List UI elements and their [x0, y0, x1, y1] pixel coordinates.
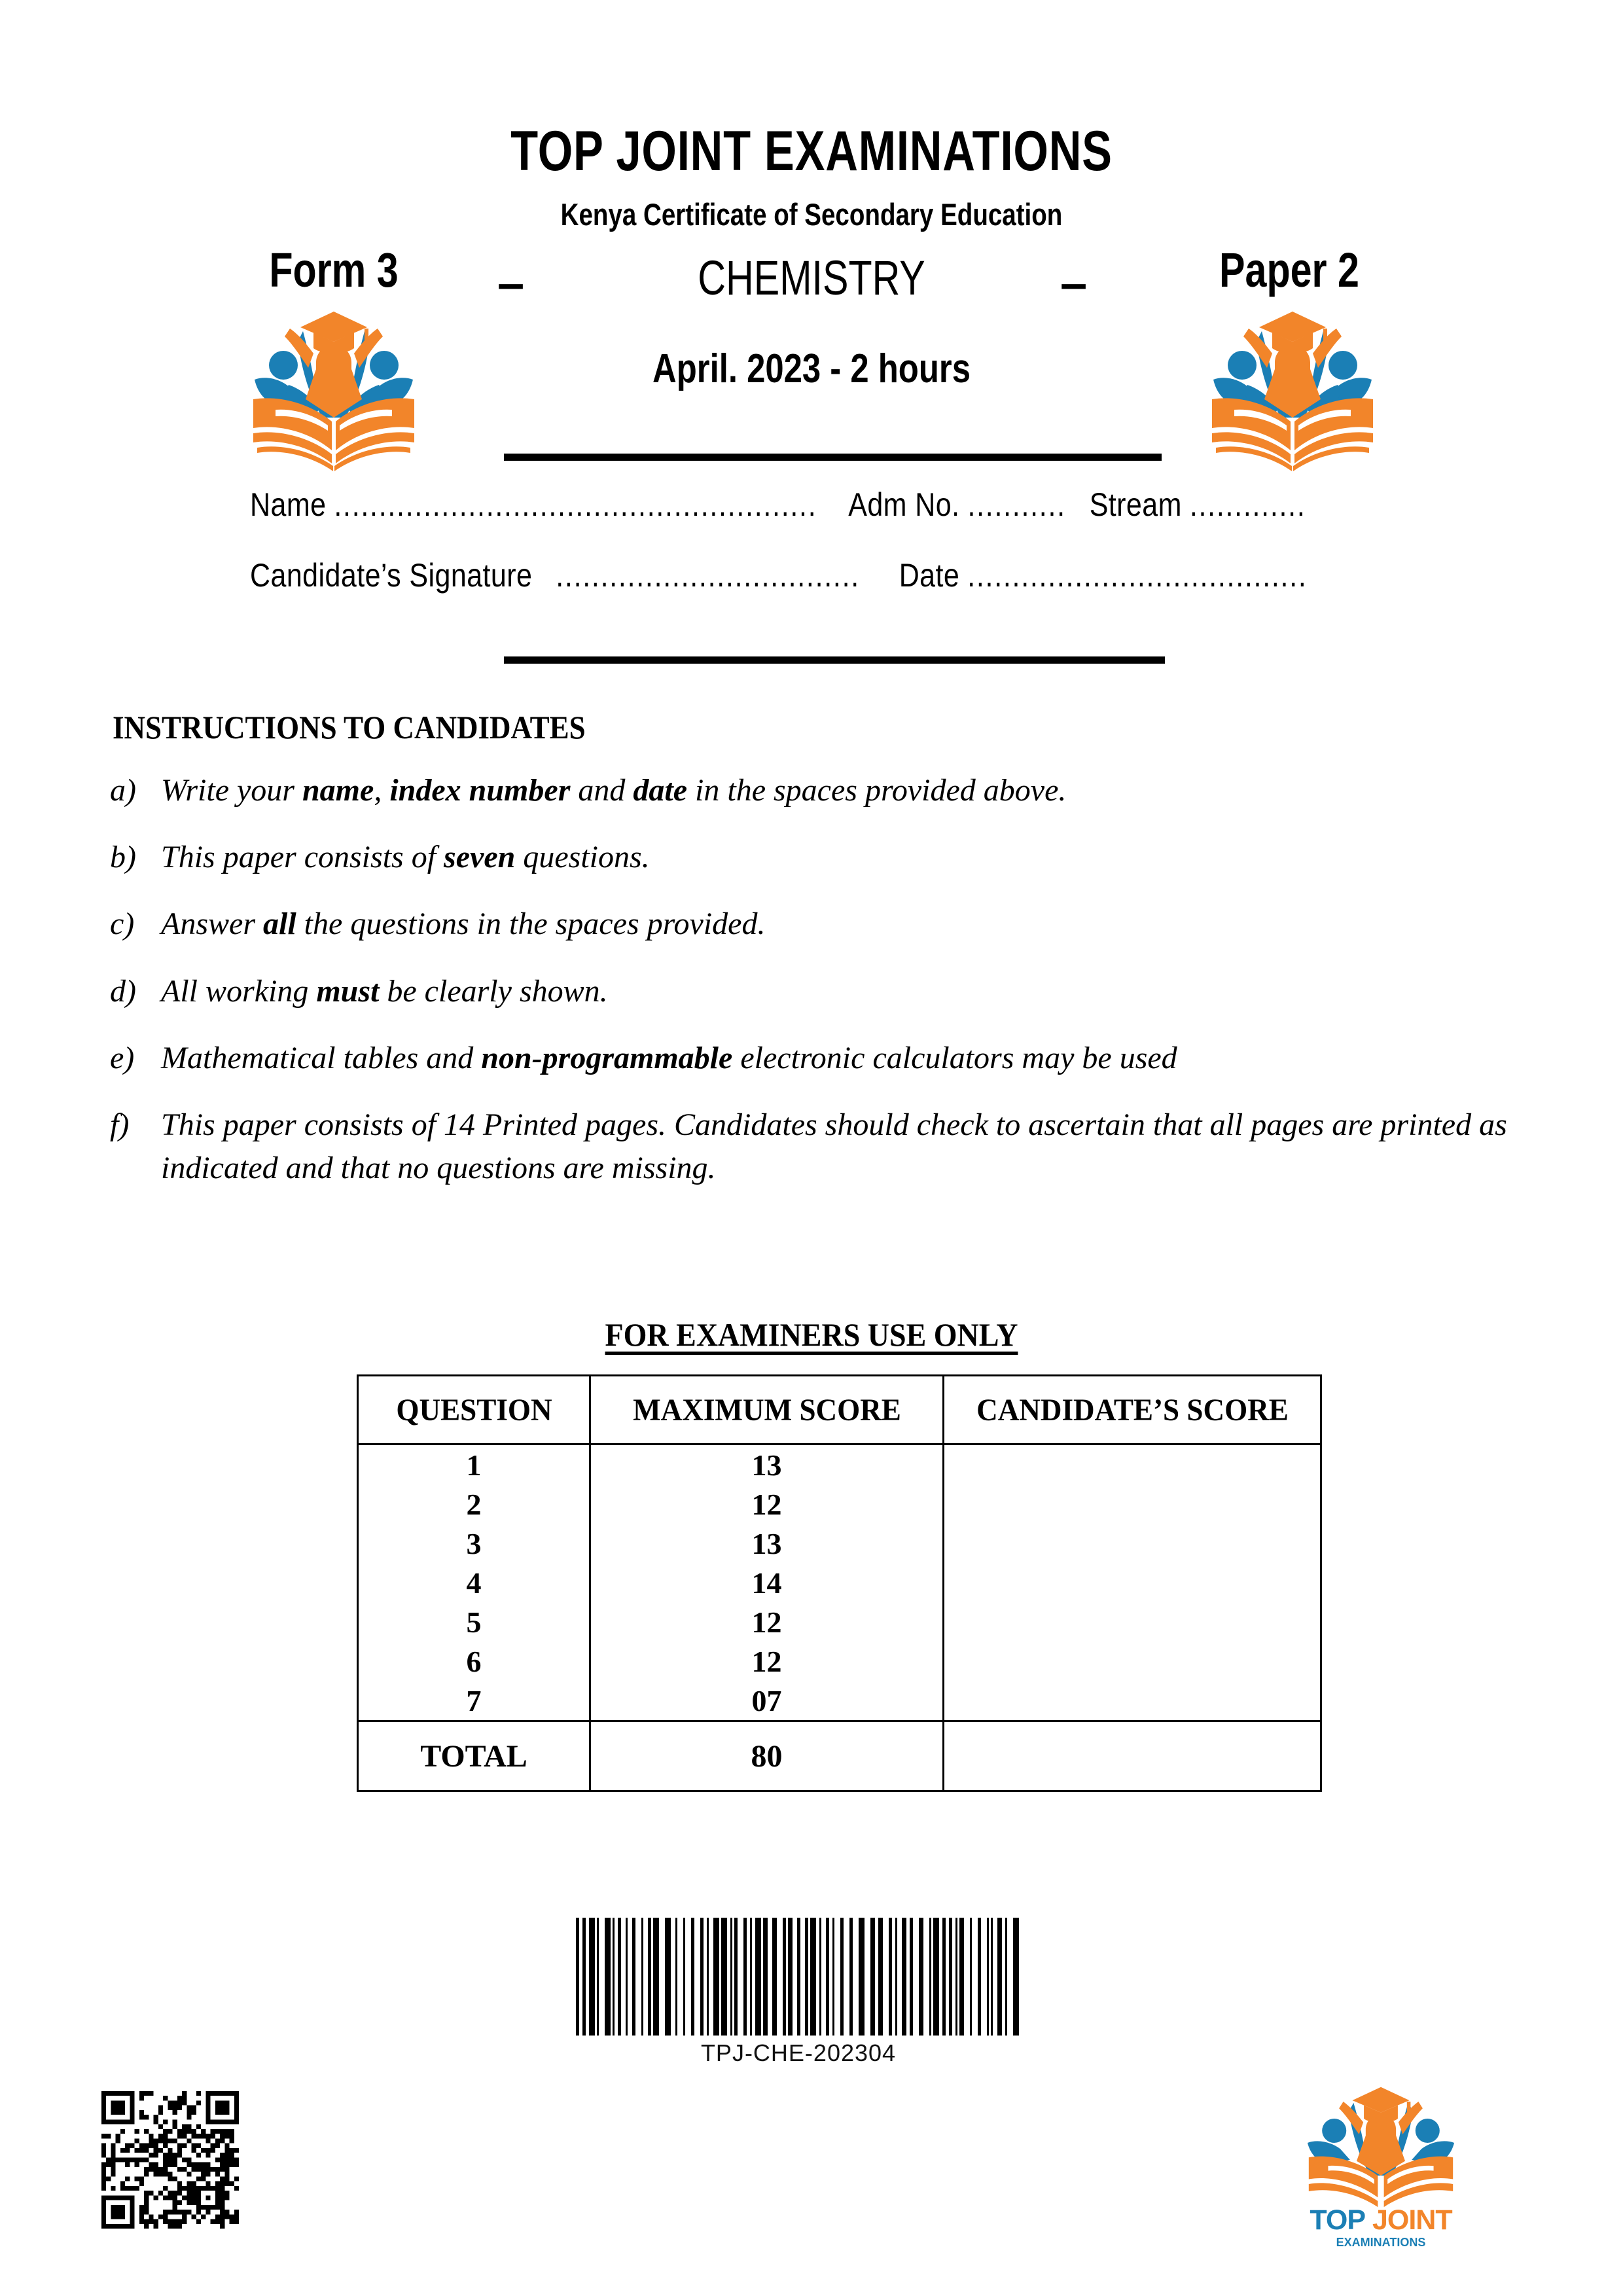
instruction-text: This paper consists of 14 Printed pages. Candidates should check to ascertain that all pages are printed as indicated and that no questions are missing. — [161, 1107, 1507, 1186]
paper-number-label: Paper 2 — [1219, 243, 1359, 297]
cell-candidate-score[interactable] — [944, 1641, 1321, 1681]
date-input-dotted-line[interactable]: ...................................... — [967, 557, 1308, 594]
cell-candidate-score[interactable] — [944, 1563, 1321, 1602]
signature-label: Candidate’s Signature — [250, 557, 533, 594]
footer-logo-subtitle: EXAMINATIONS — [1336, 2236, 1426, 2249]
top-joint-logo-left — [245, 302, 422, 473]
cell-maximum-score: 07 — [590, 1681, 944, 1721]
instruction-item — [110, 769, 1530, 812]
table-header-row — [358, 1376, 1321, 1444]
instruction-marker: d) — [110, 973, 136, 1009]
instruction-item — [110, 1103, 1530, 1190]
footer-brand-logo — [1299, 2085, 1463, 2261]
cell-question-number: 4 — [358, 1563, 590, 1602]
cell-candidate-score[interactable] — [944, 1602, 1321, 1641]
column-header-question: QUESTION — [365, 1376, 583, 1444]
table-row — [358, 1563, 1321, 1602]
cell-maximum-score: 13 — [590, 1444, 944, 1485]
column-header-candidate-score: CANDIDATE’S SCORE — [955, 1376, 1310, 1444]
instruction-text: Answer all the questions in the spaces provided. — [161, 906, 766, 942]
exam-date-duration: April. 2023 - 2 hours — [652, 346, 971, 391]
cell-question-number: 2 — [358, 1484, 590, 1524]
subject-title: CHEMISTRY — [698, 251, 925, 305]
cell-maximum-score: 12 — [590, 1484, 944, 1524]
signature-input-dotted-line[interactable]: .................................. — [556, 557, 860, 594]
cell-maximum-score: 12 — [590, 1641, 944, 1681]
cell-total-label: TOTAL — [358, 1721, 590, 1791]
barcode-image — [576, 1918, 1021, 2036]
certificate-subtitle: Kenya Certificate of Secondary Education — [560, 197, 1063, 232]
divider-rule-top — [504, 454, 1162, 461]
table-total-row — [358, 1721, 1321, 1791]
cell-total-candidate-score[interactable] — [944, 1721, 1321, 1791]
stream-label: Stream — [1089, 486, 1182, 523]
cell-total-maximum-score: 80 — [590, 1721, 944, 1791]
footer-logo-word-top: TOP — [1310, 2204, 1366, 2236]
table-row — [358, 1444, 1321, 1485]
table-row — [358, 1602, 1321, 1641]
barcode-label: TPJ-CHE-202304 — [700, 2039, 897, 2066]
cell-question-number: 6 — [358, 1641, 590, 1681]
cell-candidate-score[interactable] — [944, 1444, 1321, 1485]
instruction-item — [110, 903, 1530, 946]
cell-question-number: 3 — [358, 1524, 590, 1563]
date-label: Date — [899, 557, 960, 594]
instruction-marker: f) — [110, 1107, 130, 1143]
form-level-label: Form 3 — [269, 243, 399, 297]
instructions-heading: INSTRUCTIONS TO CANDIDATES — [113, 709, 586, 745]
footer-logo-wordmark — [1299, 2206, 1463, 2234]
adm-no-label: Adm No. — [848, 486, 960, 523]
instruction-marker: e) — [110, 1040, 135, 1075]
instruction-text: Mathematical tables and non-programmable electronic calculators may be used — [161, 1040, 1177, 1075]
cell-candidate-score[interactable] — [944, 1524, 1321, 1563]
instruction-marker: b) — [110, 840, 136, 875]
footer-logo-mark-icon — [1299, 2085, 1463, 2209]
table-row — [358, 1484, 1321, 1524]
divider-rule-bottom — [504, 656, 1165, 664]
stream-input-dotted-line[interactable]: ............. — [1189, 486, 1306, 523]
cell-candidate-score[interactable] — [944, 1484, 1321, 1524]
barcode-block — [563, 1918, 1034, 2067]
dash-separator-left: – — [497, 256, 525, 310]
adm-no-input-dotted-line[interactable]: ........... — [967, 486, 1066, 523]
table-row — [358, 1681, 1321, 1721]
name-input-dotted-line[interactable]: ...................................................... — [334, 486, 817, 523]
instruction-marker: a) — [110, 773, 136, 808]
instruction-marker: c) — [110, 906, 135, 942]
instructions-list — [110, 769, 1530, 1214]
cell-maximum-score: 12 — [590, 1602, 944, 1641]
examiners-score-table — [357, 1374, 1322, 1792]
qr-code[interactable] — [101, 2091, 239, 2229]
instruction-item — [110, 970, 1530, 1013]
examiners-section-title: FOR EXAMINERS USE ONLY — [605, 1316, 1018, 1353]
cell-question-number: 5 — [358, 1602, 590, 1641]
candidate-name-row — [250, 486, 1308, 524]
top-joint-logo-right — [1204, 302, 1381, 473]
cell-question-number: 1 — [358, 1444, 590, 1485]
cell-question-number: 7 — [358, 1681, 590, 1721]
instruction-text: Write your name, index number and date in the spaces provided above. — [161, 773, 1067, 808]
candidate-signature-row — [250, 556, 1308, 594]
cell-candidate-score[interactable] — [944, 1681, 1321, 1721]
table-row — [358, 1641, 1321, 1681]
name-label: Name — [250, 486, 327, 523]
organization-title: TOP JOINT EXAMINATIONS — [510, 120, 1113, 183]
table-row — [358, 1524, 1321, 1563]
instruction-item — [110, 836, 1530, 879]
cell-maximum-score: 13 — [590, 1524, 944, 1563]
instruction-text: All working must be clearly shown. — [161, 973, 608, 1009]
column-header-maximum-score: MAXIMUM SCORE — [601, 1376, 933, 1444]
footer-logo-word-joint: JOINT — [1372, 2204, 1452, 2236]
cell-maximum-score: 14 — [590, 1563, 944, 1602]
instruction-item — [110, 1037, 1530, 1080]
dash-separator-right: – — [1060, 256, 1088, 310]
instruction-text: This paper consists of seven questions. — [161, 840, 650, 875]
